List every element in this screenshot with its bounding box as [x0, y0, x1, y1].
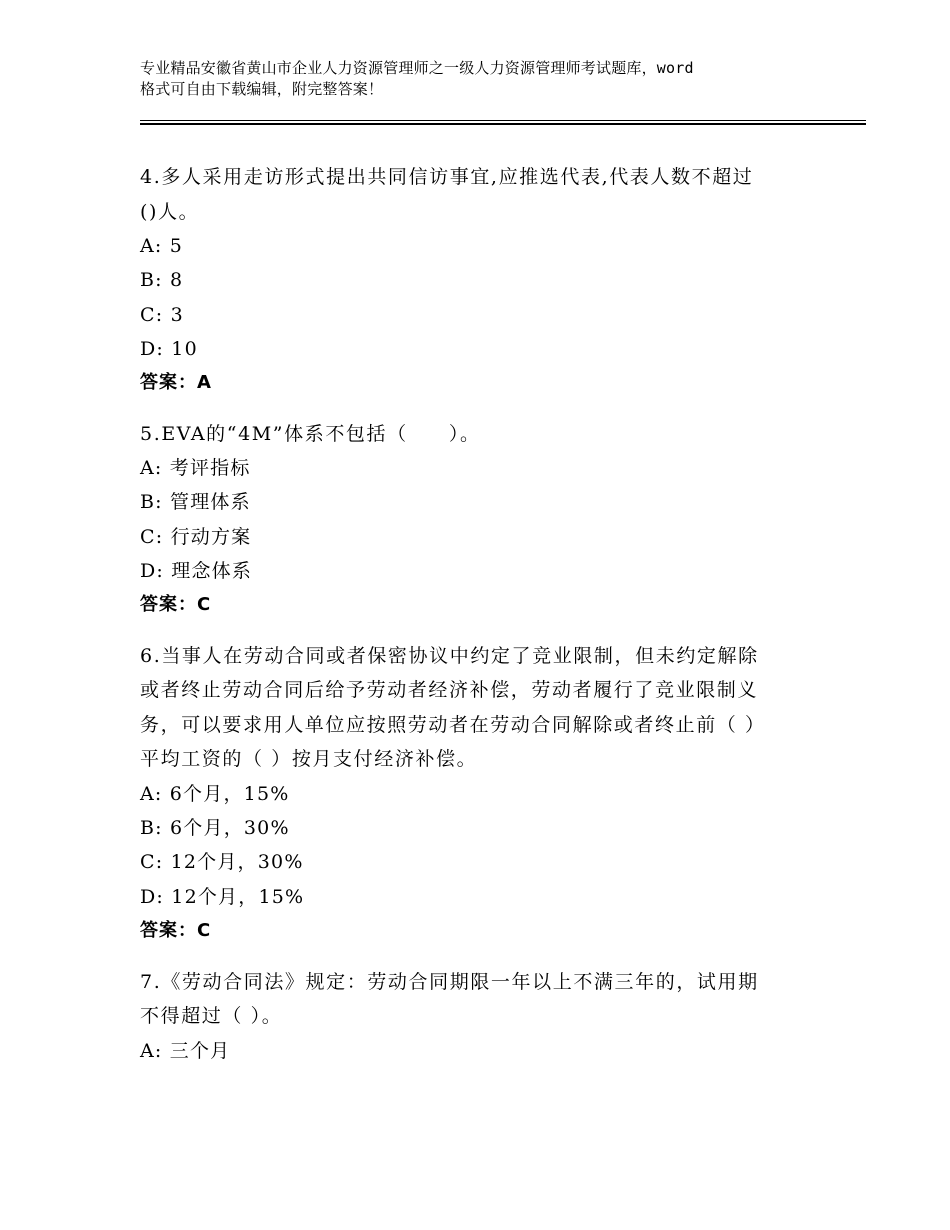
document-header: [140, 58, 830, 100]
option-c: C: 12个月，30%: [140, 851, 304, 874]
option-b: B: 6个月，30%: [140, 817, 290, 840]
question-5: [140, 417, 810, 623]
option-d: D: 12个月，15%: [140, 885, 305, 908]
question-stem-line: 5.EVA的“4M”体系不包括（ ）。: [140, 422, 481, 445]
question-stem-line: ()人。: [140, 200, 200, 223]
question-stem-line: 不得超过（ ）。: [140, 1005, 283, 1028]
option-c: C: 3: [140, 303, 184, 326]
option-a: A: 考评指标: [140, 457, 251, 480]
question-stem-line: 或者终止劳动合同后给予劳动者经济补偿，劳动者履行了竞业限制义: [140, 679, 759, 702]
option-a: A: 三个月: [140, 1039, 231, 1062]
answer-label: 答案：A: [140, 372, 212, 394]
header-divider-thick: [140, 123, 866, 125]
answer-label: 答案：C: [140, 594, 212, 616]
question-stem-line: 务，可以要求用人单位应按照劳动者在劳动合同解除或者终止前（ ）: [140, 713, 766, 736]
option-a: A: 6个月，15%: [140, 782, 290, 805]
question-stem-line: 平均工资的（ ）按月支付经济补偿。: [140, 748, 478, 771]
question-stem-line: 4.多人采用走访形式提出共同信访事宜,应推选代表,代表人数不超过: [140, 166, 754, 188]
option-b: B: 8: [140, 269, 184, 292]
option-a: A: 5: [140, 235, 184, 257]
header-title-line-1: 专业精品安徽省黄山市企业人力资源管理师之一级人力资源管理师考试题库，word: [140, 59, 694, 77]
option-d: D: 10: [140, 337, 198, 360]
option-b: B: 管理体系: [140, 491, 251, 514]
question-stem-line: 7.《劳动合同法》规定：劳动合同期限一年以上不满三年的，试用期: [140, 970, 759, 993]
question-6: [140, 639, 810, 949]
question-7: [140, 965, 810, 1068]
question-stem-line: 6.当事人在劳动合同或者保密协议中约定了竞业限制，但未约定解除: [140, 644, 759, 667]
option-c: C: 行动方案: [140, 525, 252, 548]
question-4: [140, 160, 810, 401]
header-title-line-2: 格式可自由下载编辑，附完整答案！: [140, 80, 384, 98]
option-d: D: 理念体系: [140, 560, 253, 583]
answer-label: 答案：C: [140, 920, 212, 942]
question-list: [140, 160, 810, 1084]
header-divider-thin: [140, 120, 866, 121]
